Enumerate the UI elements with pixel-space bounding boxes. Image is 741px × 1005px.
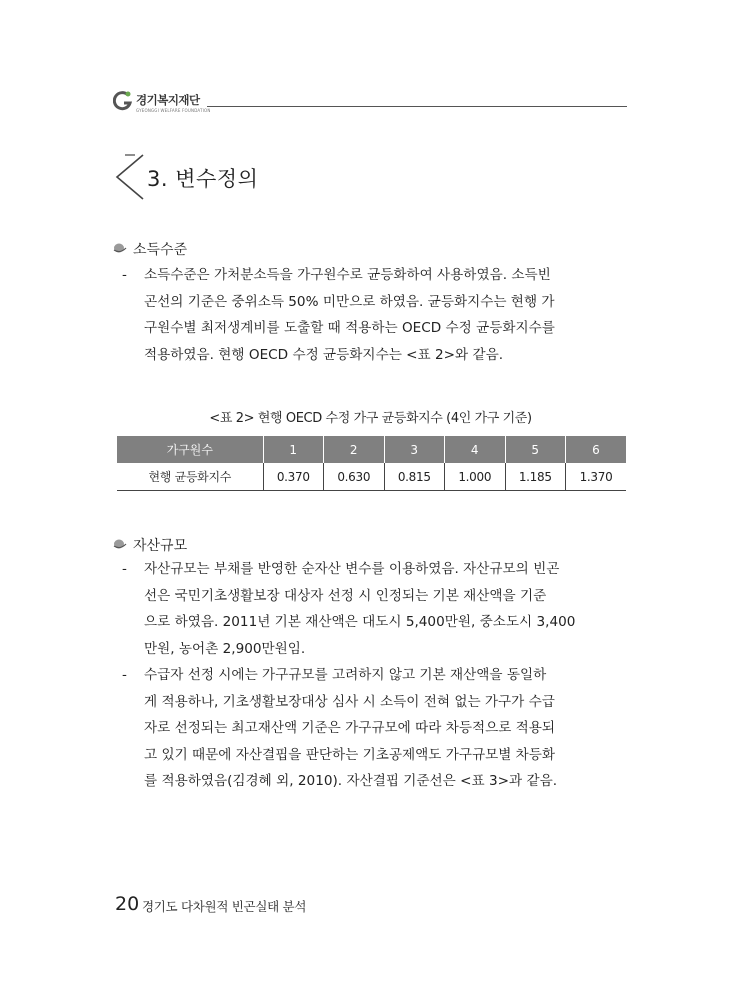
org-subtitle: GYEONGGI WELFARE FOUNDATION <box>136 108 211 113</box>
section-title: 3. 변수정의 <box>147 167 259 191</box>
table-caption: <표 2> 현행 OECD 수정 가구 균등화지수 (4인 가구 기준) <box>209 411 532 426</box>
table-header-cell: 3 <box>384 436 445 463</box>
table-cell: 1.370 <box>566 463 627 491</box>
text-line: 만원, 농어촌 2,900만원임. <box>144 640 306 657</box>
table-header-row <box>117 436 626 463</box>
text-line: 고 있기 때문에 자산결핍을 판단하는 기초공제액도 가구규모별 차등화 <box>144 746 556 763</box>
table-header-cell: 4 <box>445 436 506 463</box>
text-line: 구원수별 최저생계비를 도출할 때 적용하는 OECD 수정 균등화지수를 <box>144 320 555 336</box>
table-header-cell: 5 <box>505 436 566 463</box>
header-rule <box>207 106 627 107</box>
text-line: 자산규모는 부채를 반영한 순자산 변수를 이용하였음. 자산규모의 빈곤 <box>144 561 560 577</box>
org-name: 경기복지재단 <box>136 93 200 107</box>
table-header-cell: 가구원수 <box>117 436 263 463</box>
assets-heading: 자산규모 <box>133 538 188 554</box>
income-heading: 소득수준 <box>133 242 188 258</box>
text-line: 곤선의 기준은 중위소득 50% 미만으로 하였음. 균등화지수는 현행 가 <box>144 293 555 310</box>
text-line: 소득수준은 가처분소득을 가구원수로 균등화하여 사용하였음. 소득빈 <box>144 267 551 283</box>
table-cell: 현행 균등화지수 <box>117 463 263 491</box>
assets-paragraph: - 자산규모는 부채를 반영한 순자산 변수를 이용하였음. 자산규모의 빈곤 선은 국민기초생활보장 대상자 선정 시 인정되는 기본 재산액을 기준 으로 하였음. 2011년 기본 재산액은 대도시 5,400만원, 중소도시 3,400 만원, 농어촌 2,900만원임. - 수급자 선정 시에는 가구규모를 고려하지 않고 기본 재산액을 동일하 게 적용하나, 기초생활보장대상 심사 시 소득이 전혀 없는 가구가 수급 자로 선정되는 최고재산액 기준은 가구규모에 따라 차등적으로 적용되 고 있기 때문에 자산결핍을 판단하는 기초공제액도 가구규모별 차등화 를 적용하였음(김경혜 외, 2010). 자산결핍 기준선은 <표 3>과 같음. <box>122 556 630 795</box>
table-header-cell: 1 <box>263 436 324 463</box>
equivalence-scale-table <box>117 436 626 491</box>
table-cell: 1.185 <box>505 463 566 491</box>
text-line: 으로 하였음. 2011년 기본 재산액은 대도시 5,400만원, 중소도시 3,400 <box>144 614 576 630</box>
text-line: 수급자 선정 시에는 가구규모를 고려하지 않고 기본 재산액을 동일하 <box>144 667 547 683</box>
income-paragraph: - 소득수준은 가처분소득을 가구원수로 균등화하여 사용하였음. 소득빈 곤선의 기준은 중위소득 50% 미만으로 하였음. 균등화지수는 현행 가 구원수별 최저생계비를 도출할 때 적용하는 OECD 수정 균등화지수를 적용하였음. 현행 OECD 수정 균등화지수는 <표 2>와 같음. <box>122 262 630 368</box>
table-header-cell: 6 <box>566 436 627 463</box>
book-title: 경기도 다차원적 빈곤실태 분석 <box>142 899 307 914</box>
text-line: 를 적용하였음(김경혜 외, 2010). 자산결핍 기준선은 <표 3>과 같음. <box>144 773 558 789</box>
foundation-logo-icon <box>113 90 133 112</box>
page-number: 20 <box>115 893 140 915</box>
table-row <box>117 463 626 491</box>
table-header-cell: 2 <box>324 436 385 463</box>
text-line: 자로 선정되는 최고재산액 기준은 가구규모에 따라 차등적으로 적용되 <box>144 720 556 736</box>
text-line: 적용하였음. 현행 OECD 수정 균등화지수는 <표 2>와 같음. <box>144 346 504 363</box>
bullet-icon <box>113 538 127 550</box>
table-cell: 1.000 <box>445 463 506 491</box>
table-cell: 0.370 <box>263 463 324 491</box>
table-cell: 0.630 <box>324 463 385 491</box>
text-line: 선은 국민기초생활보장 대상자 선정 시 인정되는 기본 재산액을 기준 <box>144 587 547 604</box>
text-line: 게 적용하나, 기초생활보장대상 심사 시 소득이 전혀 없는 가구가 수급 <box>144 693 555 710</box>
bullet-icon <box>113 242 127 254</box>
table-cell: 0.815 <box>384 463 445 491</box>
